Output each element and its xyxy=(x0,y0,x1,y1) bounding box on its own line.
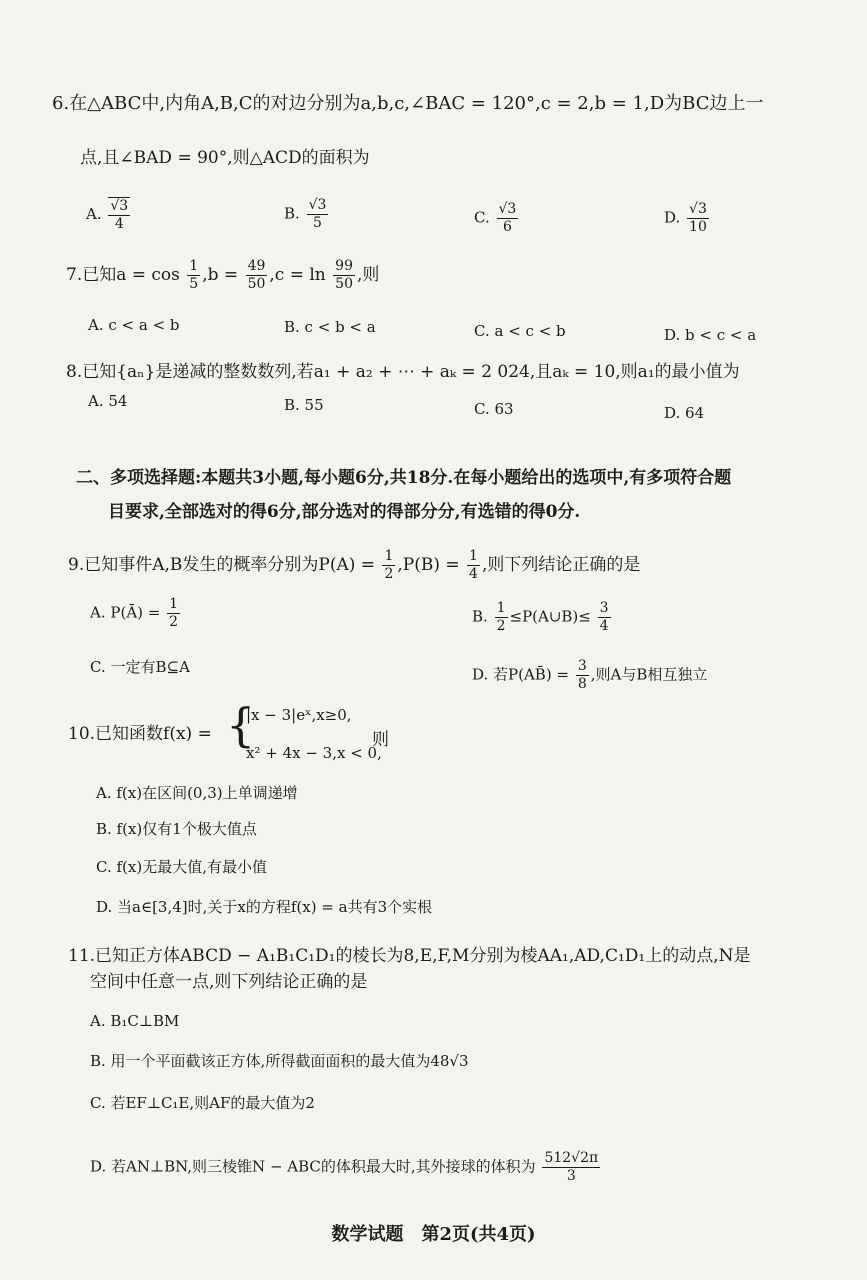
q9-option-c[interactable]: C. 一定有B⊆A xyxy=(90,658,190,676)
q6-stem-line1: 6.在△ABC中,内角A,B,C的对边分别为a,b,c,∠BAC = 120°,c = 2,b = 1,D为BC边上一 xyxy=(52,93,764,114)
q10-option-d[interactable]: D. 当a∈[3,4]时,关于x的方程f(x) = a共有3个实根 xyxy=(96,898,433,916)
q10-stem: 10.已知函数f(x) = xyxy=(68,724,212,744)
q7-option-b[interactable]: B. c < b < a xyxy=(284,318,376,336)
q11-option-c[interactable]: C. 若EF⊥C₁E,则AF的最大值为2 xyxy=(90,1094,315,1112)
q10-case1: |x − 3|eˣ,x≥0, xyxy=(246,706,352,724)
q9-option-a[interactable]: A. P(Ā) = $\frac{1}{2}$ xyxy=(90,596,179,630)
q10-option-a[interactable]: A. f(x)在区间(0,3)上单调递增 xyxy=(96,784,298,802)
q10-option-b[interactable]: B. f(x)仅有1个极大值点 xyxy=(96,820,257,838)
q8-stem: 8.已知{aₙ}是递减的整数数列,若a₁ + a₂ + ⋯ + aₖ = 2 024,且aₖ = 10,则a₁的最小值为 xyxy=(66,362,740,382)
q9-option-b[interactable]: B. $\frac{1}{2}$ ≤P(A∪B)≤ $\frac{3}{4}$ xyxy=(472,600,609,634)
q9-option-d[interactable]: D. 若P(AB̄) = $\frac{3}{8}$ ,则A与B相互独立 xyxy=(472,658,708,692)
q7-option-c[interactable]: C. a < c < b xyxy=(474,322,566,340)
q10-case2: x² + 4x − 3,x < 0, xyxy=(246,744,382,762)
q6-option-b[interactable]: B. $\frac{√3}{5}$ xyxy=(284,197,327,231)
q10-stem-end: 则 xyxy=(372,730,389,750)
q8-option-a[interactable]: A. 54 xyxy=(88,392,128,410)
q9-stem: 9.已知事件A,B发生的概率分别为P(A) = $\frac{1}{2}$ ,P(B) = $\frac{1}{4}$ ,则下列结论正确的是 xyxy=(68,548,641,582)
q7-option-d[interactable]: D. b < c < a xyxy=(664,326,757,344)
page-footer: 数学试题 第2页(共4页) xyxy=(331,1224,536,1245)
q6-stem-line2: 点,且∠BAD = 90°,则△ACD的面积为 xyxy=(80,148,370,168)
q11-option-a[interactable]: A. B₁C⊥BM xyxy=(90,1012,180,1030)
q8-option-b[interactable]: B. 55 xyxy=(284,396,324,414)
q11-option-d[interactable]: D. 若AN⊥BN,则三棱锥N − ABC的体积最大时,其外接球的体积为 $\frac{512√2\pi}{3}$ xyxy=(90,1150,599,1184)
q8-option-d[interactable]: D. 64 xyxy=(664,404,705,422)
q7-stem: 7.已知a = cos $\frac{1}{5}$ ,b = $\frac{49}{50}$ ,c = ln $\frac{99}{50}$ ,则 xyxy=(66,258,380,292)
q6-option-c[interactable]: C. $\frac{√3}{6}$ xyxy=(474,201,517,235)
q8-option-c[interactable]: C. 63 xyxy=(474,400,514,418)
q7-option-a[interactable]: A. c < a < b xyxy=(88,316,180,334)
section2-heading-line2: 目要求,全部选对的得6分,部分选对的得部分分,有选错的得0分. xyxy=(108,502,581,522)
q10-option-c[interactable]: C. f(x)无最大值,有最小值 xyxy=(96,858,267,876)
q11-option-b[interactable]: B. 用一个平面截该正方体,所得截面面积的最大值为48√3 xyxy=(90,1052,469,1070)
q6-option-d[interactable]: D. $\frac{√3}{10}$ xyxy=(664,201,707,235)
q11-stem-line1: 11.已知正方体ABCD − A₁B₁C₁D₁的棱长为8,E,F,M分别为棱AA₁,AD,C₁D₁上的动点,N是 xyxy=(68,946,751,966)
q6-option-a[interactable]: A. $\frac{√3}{4}$ xyxy=(86,198,129,232)
q10-piecewise-brace: { xyxy=(226,698,256,752)
q11-stem-line2: 空间中任意一点,则下列结论正确的是 xyxy=(90,972,368,992)
section2-heading-line1: 二、多项选择题:本题共3小题,每小题6分,共18分.在每小题给出的选项中,有多项符合题 xyxy=(76,468,732,488)
